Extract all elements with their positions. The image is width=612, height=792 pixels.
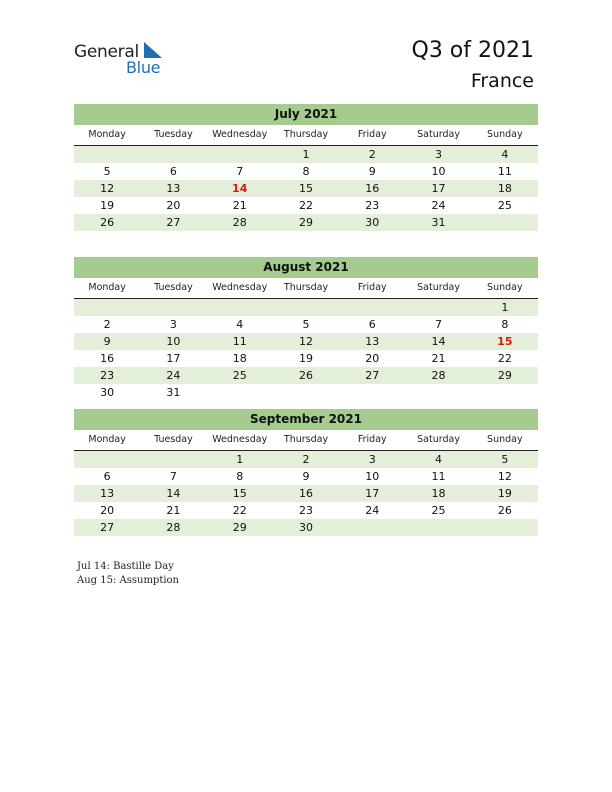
day-cell: 31 xyxy=(166,386,181,399)
day-cell: 25 xyxy=(232,369,247,382)
day-cell: 23 xyxy=(100,369,115,382)
day-cell: 21 xyxy=(166,504,181,517)
day-cell: 31 xyxy=(431,216,446,229)
day-cell: 11 xyxy=(232,335,247,348)
day-cell: 25 xyxy=(431,504,446,517)
day-cell: 26 xyxy=(497,504,512,517)
week-row xyxy=(74,367,538,384)
day-cell: 20 xyxy=(100,504,115,517)
weekday-label: Friday xyxy=(357,282,387,293)
day-cell: 10 xyxy=(166,335,181,348)
week-row xyxy=(74,502,538,519)
week-row xyxy=(74,485,538,502)
week-row xyxy=(74,197,538,214)
weekday-label: Sunday xyxy=(487,129,523,140)
weekday-label: Saturday xyxy=(417,434,460,445)
week-row xyxy=(74,214,538,231)
day-cell: 29 xyxy=(497,369,512,382)
day-cell: 21 xyxy=(232,199,247,212)
country-name: France xyxy=(470,70,534,92)
day-cell xyxy=(405,384,471,401)
weekday-label: Monday xyxy=(88,434,126,445)
week-row xyxy=(74,146,538,163)
week-row xyxy=(74,384,538,401)
day-cell: 2 xyxy=(103,318,111,331)
day-cell: 18 xyxy=(232,352,247,365)
day-cell: 29 xyxy=(298,216,313,229)
day-cell xyxy=(273,299,339,316)
day-cell: 30 xyxy=(298,521,313,534)
month-title: July 2021 xyxy=(74,104,538,125)
weekday-label: Thursday xyxy=(283,434,329,445)
day-cell: 28 xyxy=(431,369,446,382)
weekday-label: Thursday xyxy=(283,282,329,293)
month-calendar xyxy=(74,104,538,231)
day-cell: 27 xyxy=(166,216,181,229)
holiday-note: Jul 14: Bastille Day xyxy=(77,561,174,572)
weekday-label: Saturday xyxy=(417,129,460,140)
day-cell: 1 xyxy=(236,453,244,466)
holiday-notes xyxy=(77,560,179,588)
day-cell: 9 xyxy=(103,335,111,348)
day-cell: 6 xyxy=(169,165,177,178)
weekday-label: Tuesday xyxy=(154,434,193,445)
weekday-label: Saturday xyxy=(417,282,460,293)
logo-text-blue: Blue xyxy=(126,58,161,77)
day-cell: 25 xyxy=(497,199,512,212)
day-cell: 24 xyxy=(166,369,181,382)
day-cell: 1 xyxy=(501,301,509,314)
day-cell: 1 xyxy=(302,148,310,161)
week-row xyxy=(74,451,538,468)
day-cell: 7 xyxy=(169,470,177,483)
day-cell: 13 xyxy=(166,182,181,195)
day-cell xyxy=(339,299,405,316)
day-cell: 6 xyxy=(103,470,111,483)
weekday-label: Sunday xyxy=(487,434,523,445)
weekday-label: Wednesday xyxy=(212,129,268,140)
logo-text-general: General xyxy=(74,42,139,62)
day-cell: 29 xyxy=(232,521,247,534)
week-row xyxy=(74,316,538,333)
week-row xyxy=(74,333,538,350)
day-cell xyxy=(140,451,206,468)
day-cell: 22 xyxy=(497,352,512,365)
day-cell xyxy=(405,519,471,536)
week-row xyxy=(74,180,538,197)
day-cell: 18 xyxy=(431,487,446,500)
day-cell: 17 xyxy=(365,487,380,500)
day-cell: 20 xyxy=(365,352,380,365)
day-cell: 5 xyxy=(103,165,111,178)
weekday-header-row xyxy=(74,430,538,451)
day-cell: 22 xyxy=(232,504,247,517)
day-cell xyxy=(207,146,273,163)
day-cell: 28 xyxy=(166,521,181,534)
day-cell: 4 xyxy=(501,148,509,161)
day-cell: 15 xyxy=(298,182,313,195)
month-title: August 2021 xyxy=(74,257,538,278)
day-cell xyxy=(207,384,273,401)
day-cell: 7 xyxy=(435,318,443,331)
day-cell xyxy=(472,519,538,536)
page-title: Q3 of 2021 xyxy=(411,38,534,63)
day-cell: 10 xyxy=(365,470,380,483)
day-cell: 13 xyxy=(365,335,380,348)
week-row xyxy=(74,163,538,180)
month-calendar xyxy=(74,257,538,401)
day-cell: 15 xyxy=(232,487,247,500)
day-cell: 9 xyxy=(302,470,310,483)
day-cell: 16 xyxy=(365,182,380,195)
day-cell: 7 xyxy=(236,165,244,178)
holiday-day-cell: 15 xyxy=(497,335,513,348)
weekday-header-row xyxy=(74,278,538,299)
day-cell xyxy=(339,384,405,401)
day-cell: 3 xyxy=(368,453,376,466)
day-cell xyxy=(74,299,140,316)
day-cell: 5 xyxy=(501,453,509,466)
day-cell: 5 xyxy=(302,318,310,331)
day-cell xyxy=(140,299,206,316)
day-cell xyxy=(74,146,140,163)
weekday-label: Friday xyxy=(357,434,387,445)
day-cell: 28 xyxy=(232,216,247,229)
day-cell: 30 xyxy=(365,216,380,229)
day-cell xyxy=(207,299,273,316)
week-row xyxy=(74,519,538,536)
day-cell: 24 xyxy=(365,504,380,517)
day-cell: 9 xyxy=(368,165,376,178)
day-cell xyxy=(140,146,206,163)
day-cell: 19 xyxy=(298,352,313,365)
weekday-label: Tuesday xyxy=(154,282,193,293)
day-cell: 11 xyxy=(431,470,446,483)
day-cell: 8 xyxy=(236,470,244,483)
weekday-label: Thursday xyxy=(283,129,329,140)
day-cell: 2 xyxy=(368,148,376,161)
day-cell: 14 xyxy=(431,335,446,348)
day-cell: 3 xyxy=(435,148,443,161)
day-cell: 23 xyxy=(365,199,380,212)
weekday-label: Tuesday xyxy=(154,129,193,140)
day-cell: 6 xyxy=(368,318,376,331)
week-row xyxy=(74,299,538,316)
day-cell: 14 xyxy=(166,487,181,500)
day-cell: 21 xyxy=(431,352,446,365)
week-row xyxy=(74,468,538,485)
day-cell xyxy=(472,384,538,401)
month-title: September 2021 xyxy=(74,409,538,430)
day-cell xyxy=(472,214,538,231)
day-cell xyxy=(405,299,471,316)
day-cell: 27 xyxy=(100,521,115,534)
holiday-note: Aug 15: Assumption xyxy=(77,575,180,586)
week-row xyxy=(74,350,538,367)
day-cell xyxy=(273,384,339,401)
generalblue-logo xyxy=(74,40,174,80)
day-cell: 27 xyxy=(365,369,380,382)
day-cell: 2 xyxy=(302,453,310,466)
day-cell: 17 xyxy=(166,352,181,365)
day-cell xyxy=(339,519,405,536)
weekday-label: Wednesday xyxy=(212,282,268,293)
day-cell: 11 xyxy=(497,165,512,178)
day-cell: 26 xyxy=(100,216,115,229)
day-cell: 24 xyxy=(431,199,446,212)
day-cell: 12 xyxy=(497,470,512,483)
day-cell: 23 xyxy=(298,504,313,517)
weekday-label: Wednesday xyxy=(212,434,268,445)
day-cell: 30 xyxy=(100,386,115,399)
month-calendar xyxy=(74,409,538,536)
day-cell: 12 xyxy=(298,335,313,348)
holiday-day-cell: 14 xyxy=(232,182,248,195)
day-cell: 10 xyxy=(431,165,446,178)
day-cell: 16 xyxy=(298,487,313,500)
day-cell: 26 xyxy=(298,369,313,382)
day-cell: 4 xyxy=(435,453,443,466)
day-cell: 18 xyxy=(497,182,512,195)
day-cell: 19 xyxy=(100,199,115,212)
weekday-label: Monday xyxy=(88,129,126,140)
weekday-header-row xyxy=(74,125,538,146)
day-cell: 8 xyxy=(302,165,310,178)
day-cell: 19 xyxy=(497,487,512,500)
weekday-label: Friday xyxy=(357,129,387,140)
day-cell: 16 xyxy=(100,352,115,365)
day-cell xyxy=(74,451,140,468)
day-cell: 3 xyxy=(169,318,177,331)
day-cell: 17 xyxy=(431,182,446,195)
day-cell: 12 xyxy=(100,182,115,195)
weekday-label: Monday xyxy=(88,282,126,293)
weekday-label: Sunday xyxy=(487,282,523,293)
day-cell: 13 xyxy=(100,487,115,500)
day-cell: 8 xyxy=(501,318,509,331)
day-cell: 4 xyxy=(236,318,244,331)
day-cell: 20 xyxy=(166,199,181,212)
day-cell: 22 xyxy=(298,199,313,212)
